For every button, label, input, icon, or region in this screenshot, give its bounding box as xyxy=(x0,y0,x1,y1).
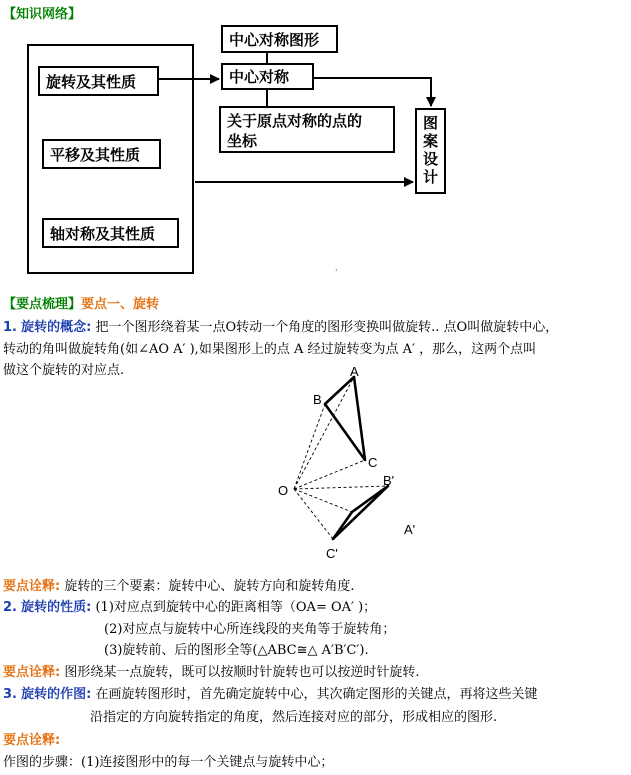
rotation-figure xyxy=(270,360,440,565)
label-a-prime: A' xyxy=(404,522,416,537)
item2-p2: (2)对应点与旋转中心所连线段的夹角等于旋转角； xyxy=(104,622,396,637)
item1-line1: 把一个图形绕着某一点O转动一个角度的图形变换叫做旋转.. 点O叫做旋转中心， xyxy=(95,320,559,335)
item2-number: 2. xyxy=(3,600,17,615)
key-points-label: 【要点梳理】 xyxy=(3,297,82,312)
triangle-abc-rotated xyxy=(333,486,388,539)
label-c: C xyxy=(368,455,378,470)
stray-dot: · xyxy=(335,266,338,275)
concept-line-3: 做这个旋转的对应点. xyxy=(3,363,125,378)
item1-colon: : xyxy=(86,320,92,335)
item3-colon: : xyxy=(86,687,92,702)
origin-box-line1: 关于原点对称的点的 xyxy=(227,112,363,130)
note3-label: 要点诠释: xyxy=(3,733,61,748)
item1-number: 1. xyxy=(3,320,17,335)
steps-line-1: 作图的步骤：(1)连接图形中的每一个关键点与旋转中心； xyxy=(3,755,334,770)
axial-symmetry-box: 轴对称及其性质 xyxy=(42,218,179,248)
label-b-prime: B' xyxy=(383,473,395,488)
pattern-char-4: 计 xyxy=(422,168,438,186)
note2-label: 要点诠释: xyxy=(3,665,61,680)
label-c-prime: C' xyxy=(326,546,338,561)
central-symmetry-box: 中心对称 xyxy=(221,63,314,90)
note1-text: 旋转的三个要素：旋转中心、旋转方向和旋转角度. xyxy=(64,579,355,594)
label-a: A xyxy=(350,364,359,379)
item3-line2: 沿指定的方向旋转指定的角度，然后连接对应的部分，形成相应的图形. xyxy=(90,710,498,725)
note1-row xyxy=(3,577,354,597)
label-o: O xyxy=(278,483,289,498)
translation-box: 平移及其性质 xyxy=(42,139,161,169)
origin-box-line2: 坐标 xyxy=(227,132,258,150)
item3-number: 3. xyxy=(3,687,17,702)
note1-label: 要点诠释: xyxy=(3,579,61,594)
property-row-1 xyxy=(3,598,376,618)
concept-line-2: 转动的角叫做旋转角(如∠AO A′ ),如果图形上的点 A 经过旋转变为点 A′ ，那么，这两个点叫 xyxy=(3,342,537,357)
section-title: 要点一、旋转 xyxy=(81,297,160,312)
item3-line1: 在画旋转图形时，首先确定旋转中心，其次确定图形的关键点，再将这些关键 xyxy=(95,687,538,702)
pattern-char-1: 图 xyxy=(422,114,438,132)
drawing-row-1 xyxy=(3,685,538,705)
item2-heading: 旋转的性质 xyxy=(21,600,87,615)
item1-heading: 旋转的概念 xyxy=(21,320,87,335)
pattern-char-2: 案 xyxy=(422,132,438,150)
label-b: B xyxy=(313,392,322,407)
item2-p1: (1)对应点到旋转中心的距离相等（OA= OA′ )； xyxy=(95,600,377,615)
item3-heading: 旋转的作图 xyxy=(21,687,87,702)
concept-line-1 xyxy=(3,318,558,338)
item2-p3: (3)旋转前、后的图形全等(△ABC≅△ A′B′C′). xyxy=(104,643,369,658)
item2-colon: : xyxy=(86,600,92,615)
note3-row xyxy=(3,731,60,751)
triangle-abc xyxy=(325,377,365,460)
mindmap-connectors xyxy=(0,0,631,290)
note2-row xyxy=(3,663,419,683)
central-symmetric-figure-box: 中心对称图形 xyxy=(221,25,338,53)
pattern-char-3: 设 xyxy=(422,150,438,168)
section-heading xyxy=(3,295,159,315)
note2-text: 图形绕某一点旋转，既可以按顺时针旋转也可以按逆时针旋转. xyxy=(64,665,420,680)
section-network-label: 【知识网络】 xyxy=(3,7,82,22)
rotation-box: 旋转及其性质 xyxy=(38,66,159,96)
